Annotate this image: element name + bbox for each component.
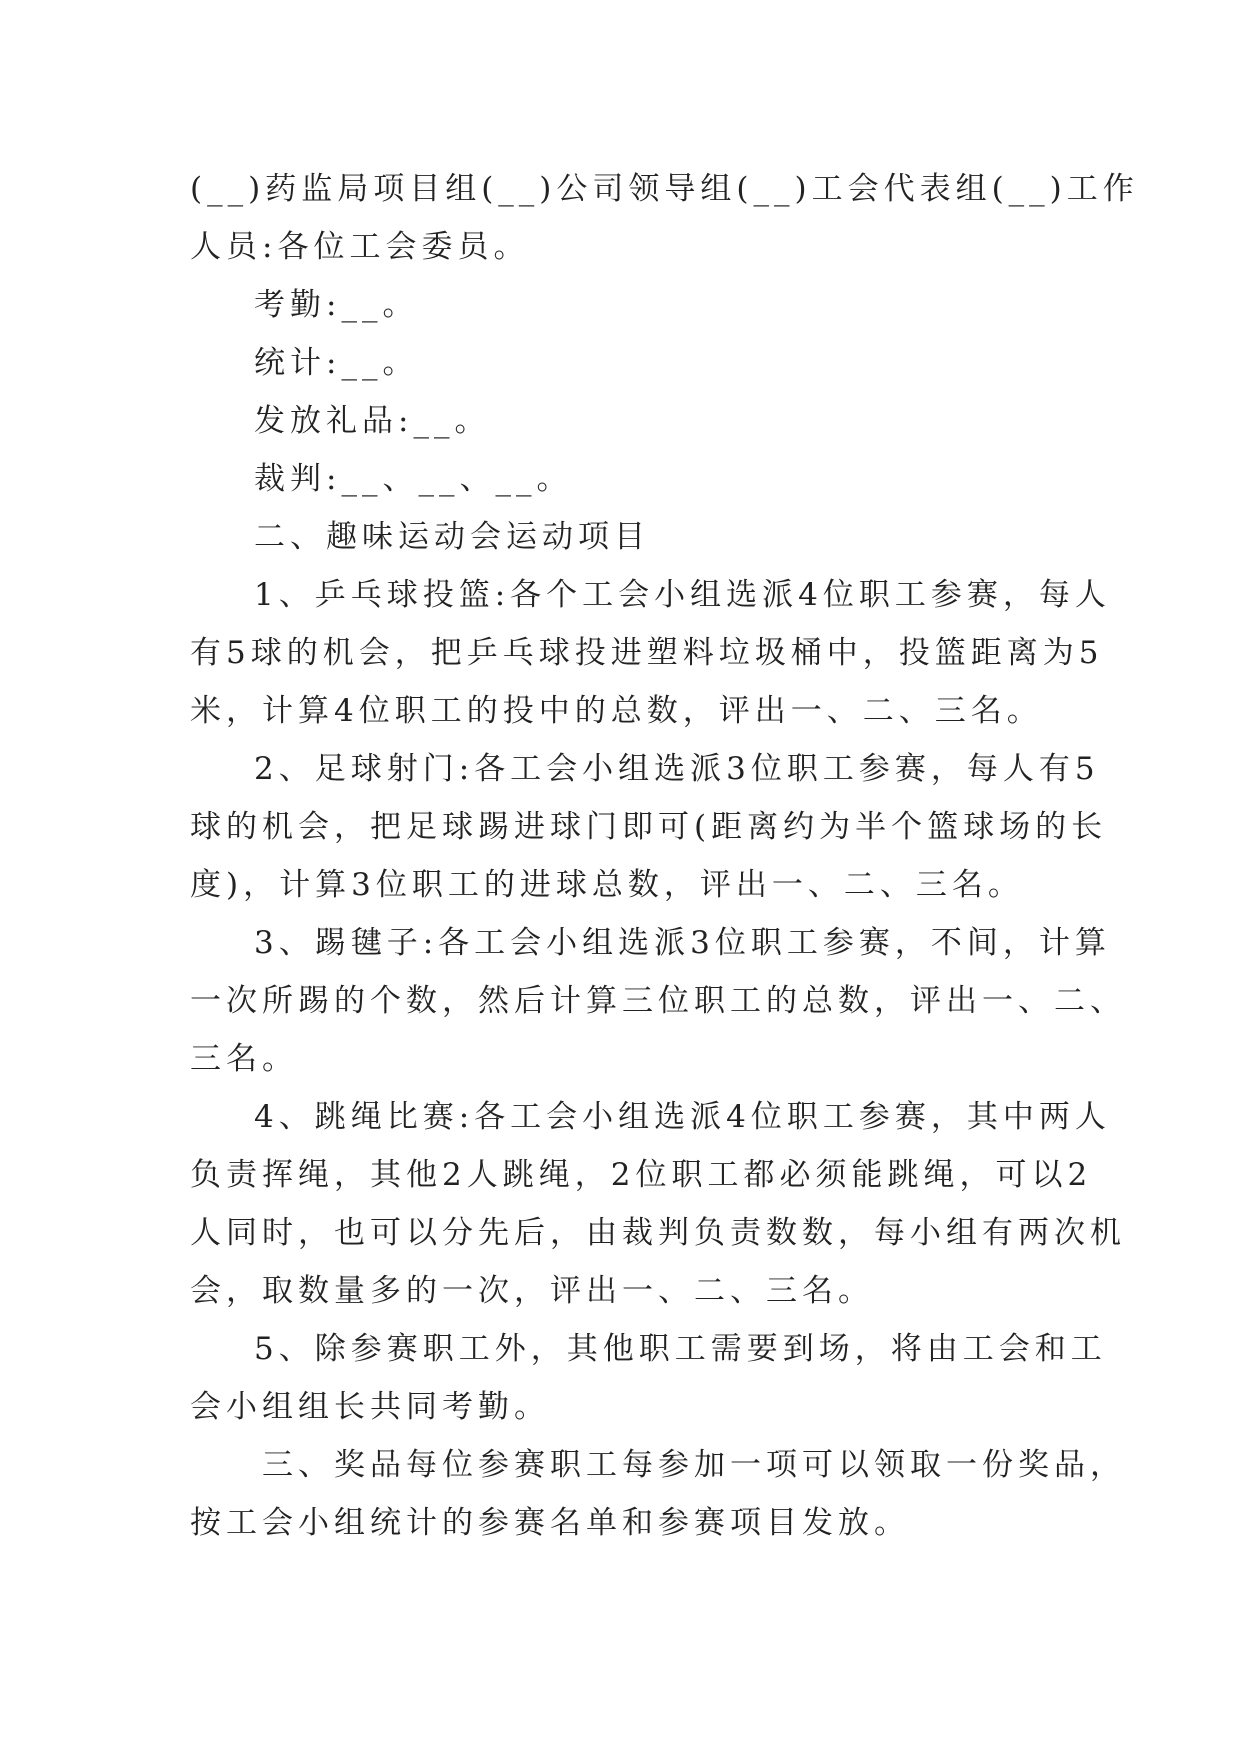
- text-line: 2、足球射门:各工会小组选派3位职工参赛，每人有5: [254, 751, 1100, 787]
- text-line: 3、踢毽子:各工会小组选派3位职工参赛，不间，计算: [254, 925, 1111, 961]
- text-line: 按工会小组统计的参赛名单和参赛项目发放。: [190, 1505, 910, 1541]
- text-line: 会小组组长共同考勤。: [190, 1389, 550, 1425]
- text-line: 一次所踢的个数，然后计算三位职工的总数，评出一、二、: [190, 983, 1126, 1019]
- text-line-attendance: 考勤:__。: [254, 287, 419, 323]
- text-line-gifts: 发放礼品:__。: [254, 403, 491, 439]
- section-heading: 二、趣味运动会运动项目: [254, 519, 650, 555]
- document-body: [190, 160, 1139, 1552]
- text-line: 5、除参赛职工外，其他职工需要到场，将由工会和工: [254, 1331, 1107, 1367]
- text-line: (__)药监局项目组(__)公司领导组(__)工会代表组(__)工作: [190, 171, 1139, 207]
- text-line: 三名。: [190, 1041, 298, 1077]
- text-line: 度)，计算3位职工的进球总数，评出一、二、三名。: [190, 867, 1024, 903]
- text-line-statistics: 统计:__。: [254, 345, 419, 381]
- text-line: 1、乒乓球投篮:各个工会小组选派4位职工参赛，每人: [254, 577, 1111, 613]
- section-heading: 三、奖品每位参赛职工每参加一项可以领取一份奖品，: [262, 1447, 1126, 1483]
- text-line: 球的机会，把足球踢进球门即可(距离约为半个篮球场的长: [190, 809, 1108, 845]
- text-line-referee: 裁判:__、__、__。: [254, 461, 573, 497]
- text-line: 人员:各位工会委员。: [190, 229, 530, 265]
- text-line: 4、跳绳比赛:各工会小组选派4位职工参赛，其中两人: [254, 1099, 1111, 1135]
- text-line: 人同时，也可以分先后，由裁判负责数数，每小组有两次机: [190, 1215, 1126, 1251]
- text-line: 会，取数量多的一次，评出一、二、三名。: [190, 1273, 874, 1309]
- text-line: 有5球的机会，把乒乓球投进塑料垃圾桶中，投篮距离为5: [190, 635, 1104, 671]
- text-line: 米，计算4位职工的投中的总数，评出一、二、三名。: [190, 693, 1043, 729]
- text-line: 负责挥绳，其他2人跳绳，2位职工都必须能跳绳，可以2: [190, 1157, 1093, 1193]
